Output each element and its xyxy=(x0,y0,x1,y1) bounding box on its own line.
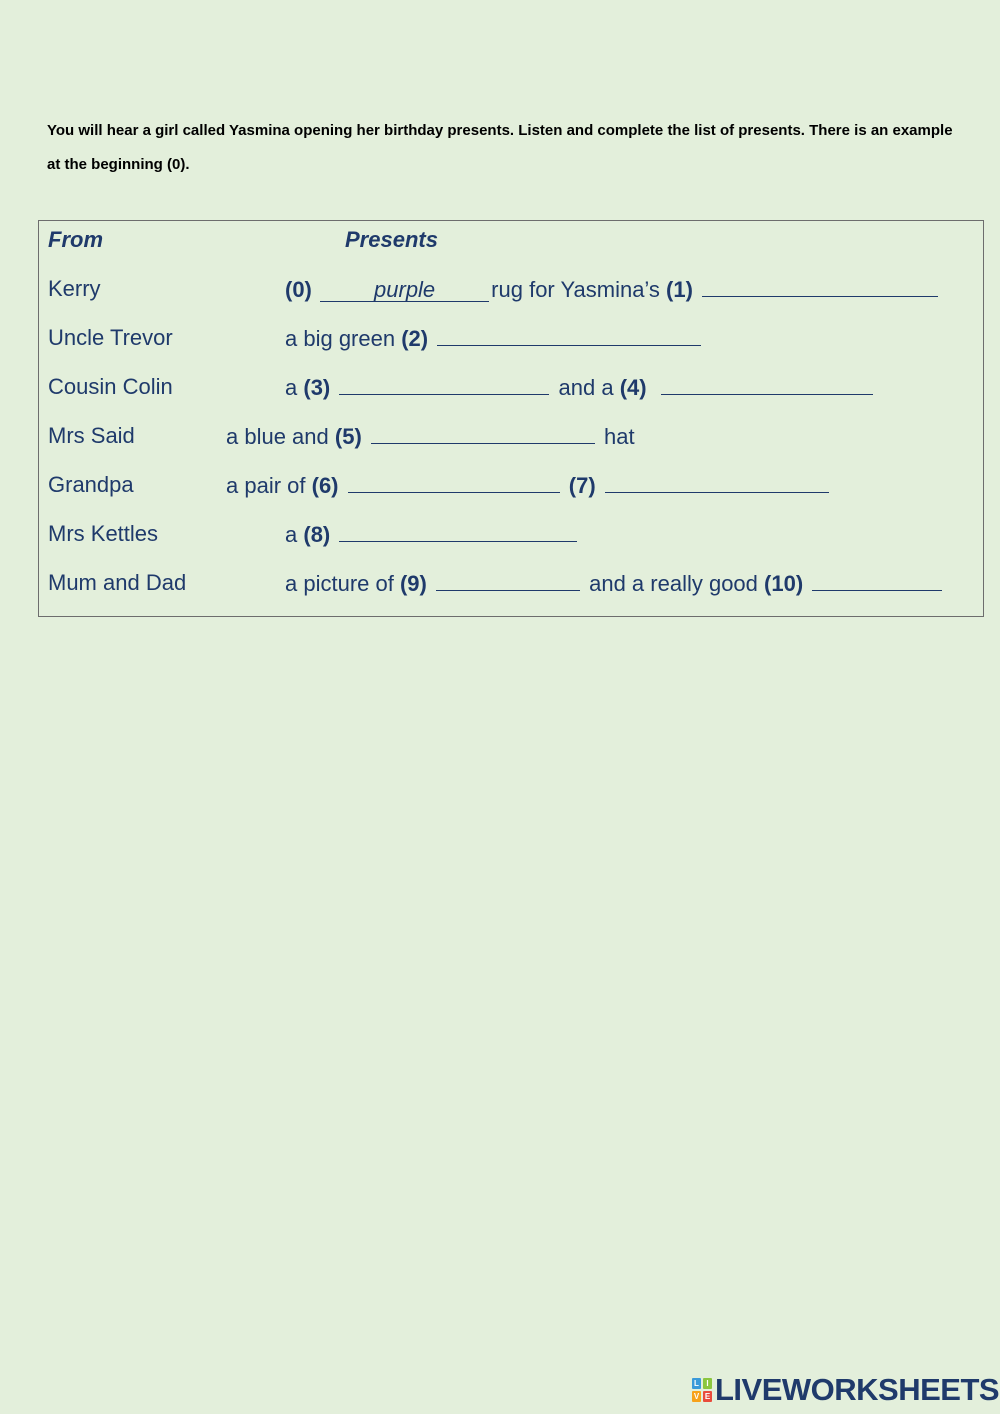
header-presents: Presents xyxy=(345,227,438,252)
present-text: a xyxy=(285,522,298,547)
item-number: (2) xyxy=(401,326,429,351)
logo-icon-letter: E xyxy=(704,1392,711,1401)
instructions: You will hear a girl called Yasmina opening her birthday presents. Listen and complete the list of presents. There is an example at the beginning (0). xyxy=(47,122,953,173)
table-row xyxy=(39,570,983,610)
row-present xyxy=(226,423,635,450)
row-present xyxy=(285,276,941,303)
logo-icon-letter: V xyxy=(693,1392,700,1401)
item-number: (6) xyxy=(311,473,339,498)
answer-blank-3[interactable] xyxy=(339,374,549,395)
row-from: Mrs Kettles xyxy=(48,521,159,546)
item-number: (0) xyxy=(285,277,312,302)
table-row xyxy=(39,521,983,561)
header-from: From xyxy=(48,227,103,252)
logo-icon-letter: I xyxy=(703,1378,712,1389)
row-from: Grandpa xyxy=(48,472,134,497)
logo-text: LIVEWORKSHEETS xyxy=(715,1372,1000,1407)
present-text: a blue and xyxy=(226,424,329,449)
answer-blank-1[interactable] xyxy=(702,276,938,297)
answer-blank-5[interactable] xyxy=(371,423,595,444)
item-number: (4) xyxy=(619,375,647,400)
present-text: a picture of xyxy=(285,571,394,596)
table-header-row xyxy=(39,227,983,267)
answer-blank-7[interactable] xyxy=(605,472,829,493)
row-from: Mum and Dad xyxy=(48,570,187,595)
row-from: Cousin Colin xyxy=(48,374,173,399)
item-number: (3) xyxy=(303,375,331,400)
row-from: Uncle Trevor xyxy=(48,325,173,350)
present-text: and a xyxy=(558,375,614,400)
answer-blank-9[interactable] xyxy=(436,570,580,591)
table-row xyxy=(39,374,983,414)
answer-blank-8[interactable] xyxy=(339,521,577,542)
answer-blank-10[interactable] xyxy=(812,570,942,591)
table-row xyxy=(39,472,983,512)
present-text: a big green xyxy=(285,326,396,351)
item-number: (1) xyxy=(666,277,693,302)
row-present xyxy=(285,325,704,352)
row-from: Mrs Said xyxy=(48,423,135,448)
presents-table xyxy=(38,220,984,617)
item-number: (9) xyxy=(399,571,427,596)
answer-blank-2[interactable] xyxy=(437,325,701,346)
liveworksheets-logo xyxy=(692,1372,999,1408)
logo-icon-letter: L xyxy=(692,1378,701,1389)
present-text: a xyxy=(285,375,298,400)
table-row xyxy=(39,325,983,365)
item-number: (7) xyxy=(568,473,596,498)
item-number: (5) xyxy=(334,424,362,449)
table-row xyxy=(39,423,983,463)
present-text: hat xyxy=(604,424,635,449)
item-number: (10) xyxy=(764,571,804,596)
present-text: a pair of xyxy=(226,473,306,498)
present-text: rug for Yasmina’s xyxy=(491,277,660,302)
answer-blank-6[interactable] xyxy=(348,472,560,493)
answer-blank-4[interactable] xyxy=(661,374,873,395)
row-present xyxy=(285,374,876,401)
row-present xyxy=(285,570,945,597)
item-number: (8) xyxy=(303,522,331,547)
table-row xyxy=(39,276,983,316)
row-present xyxy=(285,521,580,548)
liveworksheets-logo-icon xyxy=(692,1378,712,1402)
present-text: and a really good xyxy=(589,571,758,596)
row-from: Kerry xyxy=(48,276,101,301)
row-present xyxy=(226,472,832,499)
example-answer: purple xyxy=(320,279,489,302)
